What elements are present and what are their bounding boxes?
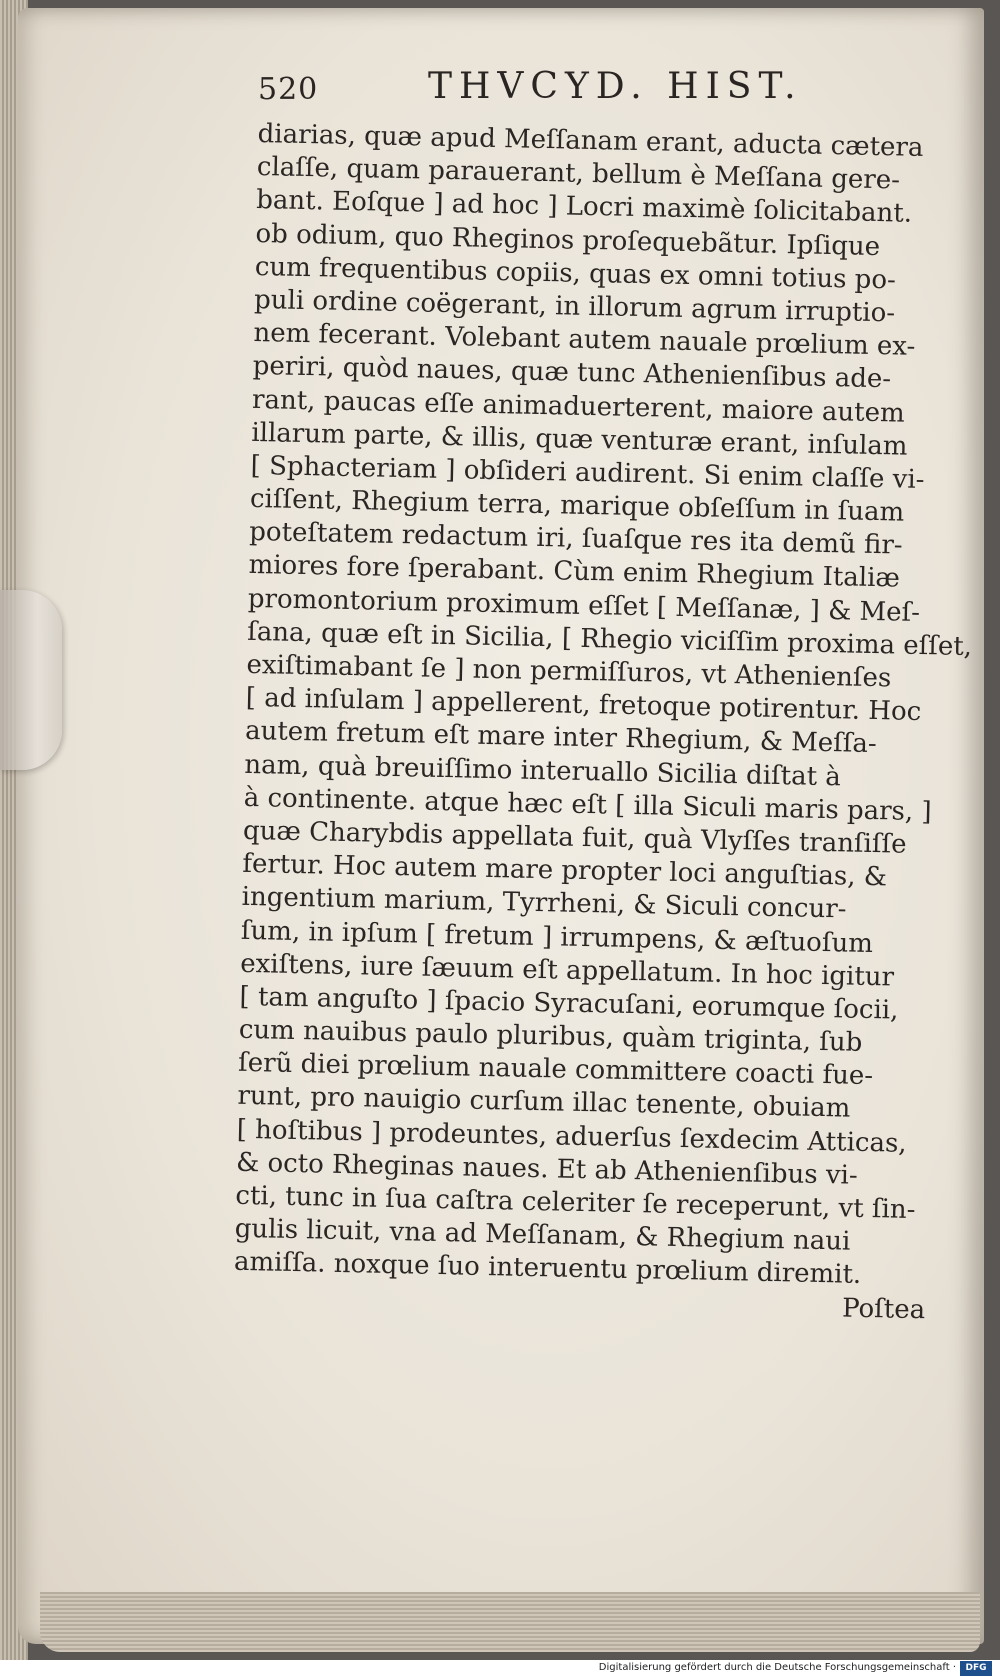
text-line: claſſe, quam parauerant, bellum è Meſſana gere-	[256, 152, 901, 196]
text-line: ciſſent, Rhegium terra, marique obſeſſum in ſuam	[249, 483, 905, 528]
text-line: diarias, quæ apud Meſſanam erant, aducta cætera	[257, 118, 924, 163]
text-line: amiſſa. noxque ſuo interuentu prœlium diremit.	[233, 1247, 862, 1291]
funding-credit: Digitalisierung gefördert durch die Deutsche Forschungsgemeinschaft ·	[598, 1662, 956, 1673]
text-line: periri, quòd naues, quæ tunc Athenienſibus ade-	[252, 351, 892, 395]
text-line: quæ Charybdis appellata fuit, quà Vlyſſes tranſiſſe	[242, 815, 907, 860]
text-line: rant, paucas eſſe animaduerterent, maiore autem	[251, 384, 906, 429]
text-line: [ hoſtibus ] prodeuntes, aduerſus ſexdecim Atticas,	[236, 1114, 907, 1159]
text-line: fertur. Hoc autem mare propter loci anguſtias, &	[242, 848, 888, 893]
catchword: Poſtea	[841, 1293, 926, 1325]
text-line: ingentium marium, Tyrrheni, & Siculi concur-	[241, 882, 847, 925]
text-line: ſum, in ipſum [ fretum ] irrumpens, & æſtuoſum	[240, 915, 874, 959]
text-line: ob odium, quo Rheginos proſequebãtur. Ipſique	[255, 218, 881, 262]
page-number: 520	[258, 72, 319, 107]
text-line: miores fore ſperabant. Cùm enim Rhegium Italiæ	[248, 550, 901, 594]
text-line: cum nauibus paulo pluribus, quàm triginta, ſub	[238, 1014, 863, 1058]
text-line: gulis licuit, vna ad Meſſanam, & Rhegium naui	[234, 1213, 851, 1257]
footer-bar	[0, 1660, 1000, 1679]
body-text	[233, 118, 973, 1327]
page-header	[258, 66, 838, 116]
text-line: promontorium proximum eſſet [ Meſſanæ, ] & Meſ-	[247, 583, 921, 628]
text-line: ſana, quæ eſt in Sicilia, [ Rhegio viciſſim proxima eſſet,	[246, 616, 973, 662]
page-clip	[0, 590, 62, 770]
text-line: illarum parte, & illis, quæ venturæ erant, inſulam	[251, 417, 908, 462]
text-line: cti, tunc in ſua caſtra celeriter ſe receperunt, vt ſin-	[235, 1180, 916, 1226]
text-line: puli ordine coëgerant, in illorum agrum irruptio-	[253, 284, 896, 329]
text-line: nem fecerant. Volebant autem nauale prœlium ex-	[253, 318, 916, 362]
running-head: THVCYD. HIST.	[428, 66, 803, 107]
text-line: exiſtimabant ſe ] non permiſſuros, vt Athenienſes	[246, 649, 892, 694]
text-line: bant. Eoſque ] ad hoc ] Locri maximè ſolicitabant.	[255, 185, 913, 230]
text-line: exiſtens, iure ſæuum eſt appellatum. In hoc igitur	[239, 948, 895, 993]
dfg-logo: DFG	[960, 1661, 992, 1676]
text-line: [ Sphacteriam ] obſideri audirent. Si enim claſſe vi-	[250, 450, 925, 495]
text-line: ſerũ diei prœlium nauale committere coacti fue-	[237, 1048, 874, 1092]
text-line: cum frequentibus copiis, quas ex omni totius po-	[254, 251, 897, 296]
text-line: & octo Rheginas naues. Et ab Athenienſibus vi-	[235, 1147, 858, 1191]
page-edges-bottom	[40, 1592, 980, 1652]
text-line: nam, quà breuiſſimo interuallo Sicilia diſtat à	[244, 749, 842, 792]
text-line: runt, pro nauigio curſum illac tenente, obuiam	[237, 1081, 851, 1125]
text-line: à continente. atque hæc eſt [ illa Siculi maris pars, ]	[243, 782, 932, 828]
text-line: autem fretum eſt mare inter Rhegium, & Meſſa-	[244, 716, 877, 760]
text-line: [ tam anguſto ] ſpacio Syracuſani, eorumque ſocii,	[239, 981, 899, 1026]
text-line: [ ad inſulam ] appellerent, fretoque potirentur. Hoc	[245, 683, 922, 728]
text-line: poteſtatem redactum iri, ſuaſque res ita demũ fir-	[249, 517, 903, 561]
